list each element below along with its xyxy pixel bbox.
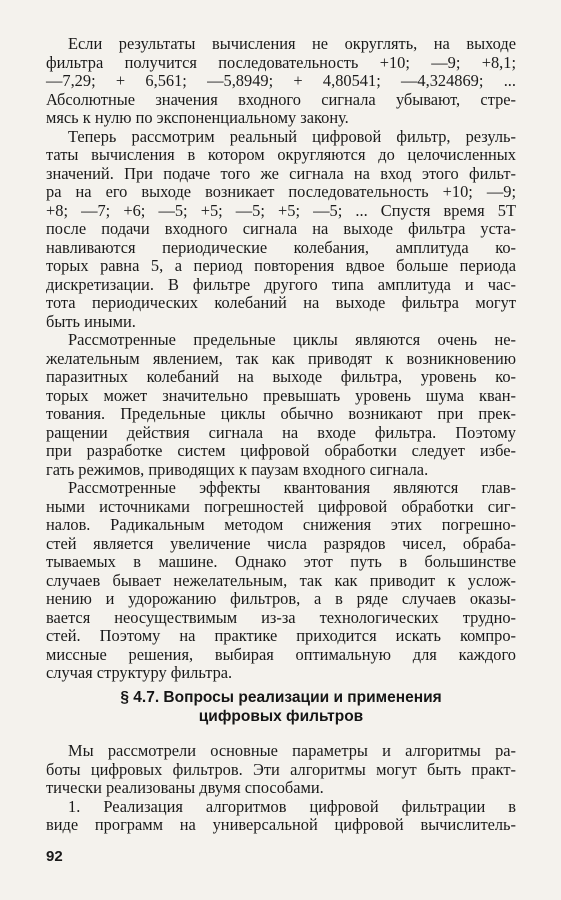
- text-line: фильтра получится последовательность +10; —9; +8,1;: [46, 52, 516, 72]
- text-line: торых может значительно превышать уровень шума кван-: [46, 385, 516, 405]
- section-heading: [46, 688, 516, 726]
- text-line: дискретизации. В фильтре другого типа амплитуда и час-: [46, 274, 516, 294]
- text-line: Рассмотренные предельные циклы являются очень не-: [68, 330, 516, 349]
- text-line: навливаются периодические колебания, амплитуда ко-: [46, 237, 516, 257]
- text-line: налов. Радикальным методом снижения этих погрешно-: [46, 515, 516, 534]
- text-line: тота периодических колебаний на выходе фильтра могут: [46, 293, 516, 312]
- page-number: 92: [46, 848, 63, 865]
- text-line: тываемых в машине. Однако этот путь в большинстве: [46, 552, 516, 571]
- section-heading-line: § 4.7. Вопросы реализации и применения: [120, 689, 442, 706]
- section-heading-line: цифровых фильтров: [198, 708, 364, 725]
- text-line: при разработке систем цифровой обработки следует избе-: [46, 441, 516, 460]
- text-line: случая структуру фильтра.: [46, 663, 233, 682]
- text-line: быть иными.: [46, 311, 136, 331]
- text-line: боты цифровых фильтров. Эти алгоритмы могут быть практ-: [46, 759, 516, 779]
- text-line: Мы рассмотрели основные параметры и алгоритмы ра-: [68, 741, 516, 760]
- text-line: гать режимов, приводящих к паузам входного сигнала.: [46, 459, 429, 479]
- text-line: желательным явлением, так как приводят к возникновению: [46, 348, 516, 368]
- text-line: мясь к нулю по экспоненциальному закону.: [46, 108, 349, 127]
- text-line: стей. Поэтому на практике приходится искать компро-: [46, 626, 516, 645]
- text-line: Абсолютные значения входного сигнала убывают, стре-: [46, 89, 516, 109]
- text-line: значений. При подаче того же сигнала на вход этого фильт-: [46, 163, 516, 183]
- text-line: случаев бывает нежелательным, так как приводит к услож-: [46, 570, 516, 590]
- text-line: виде программ на универсальной цифровой вычислитель-: [46, 815, 516, 834]
- body-text-top: [46, 35, 516, 683]
- text-line: вается неосуществимым из-за технологических трудно-: [46, 607, 516, 627]
- body-text-bottom: [46, 742, 516, 835]
- text-line: после подачи входного сигнала на выходе фильтра уста-: [46, 219, 516, 238]
- text-line: нению и удорожанию фильтров, а в ряде случаев оказы-: [46, 589, 516, 608]
- text-line: ращении действия сигнала на входе фильтра. Поэтому: [46, 422, 516, 442]
- text-line: стей является увеличение числа разрядов чисел, обраба-: [46, 533, 516, 553]
- text-line: —7,29; + 6,561; —5,8949; + 4,80541; —4,324869; ...: [46, 71, 516, 90]
- text-line: Теперь рассмотрим реальный цифровой фильтр, резуль-: [68, 126, 516, 146]
- text-line: ра на его выходе возникает последовательность +10; —9;: [46, 182, 516, 201]
- text-line: ными источниками погрешностей цифровой обработки сиг-: [46, 496, 516, 516]
- text-line: паразитных колебаний на выходе фильтра, уровень ко-: [46, 367, 516, 386]
- text-line: Рассмотренные эффекты квантования являются глав-: [68, 478, 516, 497]
- text-line: тически реализованы двумя способами.: [46, 778, 324, 797]
- text-line: торых равна 5, а период повторения вдвое больше периода: [46, 256, 516, 275]
- text-line: миссные решения, выбирая оптимальную для каждого: [46, 644, 516, 664]
- text-line: таты вычисления в котором округляются до целочисленных: [46, 145, 516, 164]
- text-line: тования. Предельные циклы обычно возникают при прек-: [46, 404, 516, 423]
- text-line: +8; —7; +6; —5; +5; —5; +5; —5; ... Спустя время 5T: [46, 200, 516, 220]
- text-line: 1. Реализация алгоритмов цифровой фильтрации в: [68, 796, 516, 816]
- text-line: Если результаты вычисления не округлять, на выходе: [68, 34, 516, 53]
